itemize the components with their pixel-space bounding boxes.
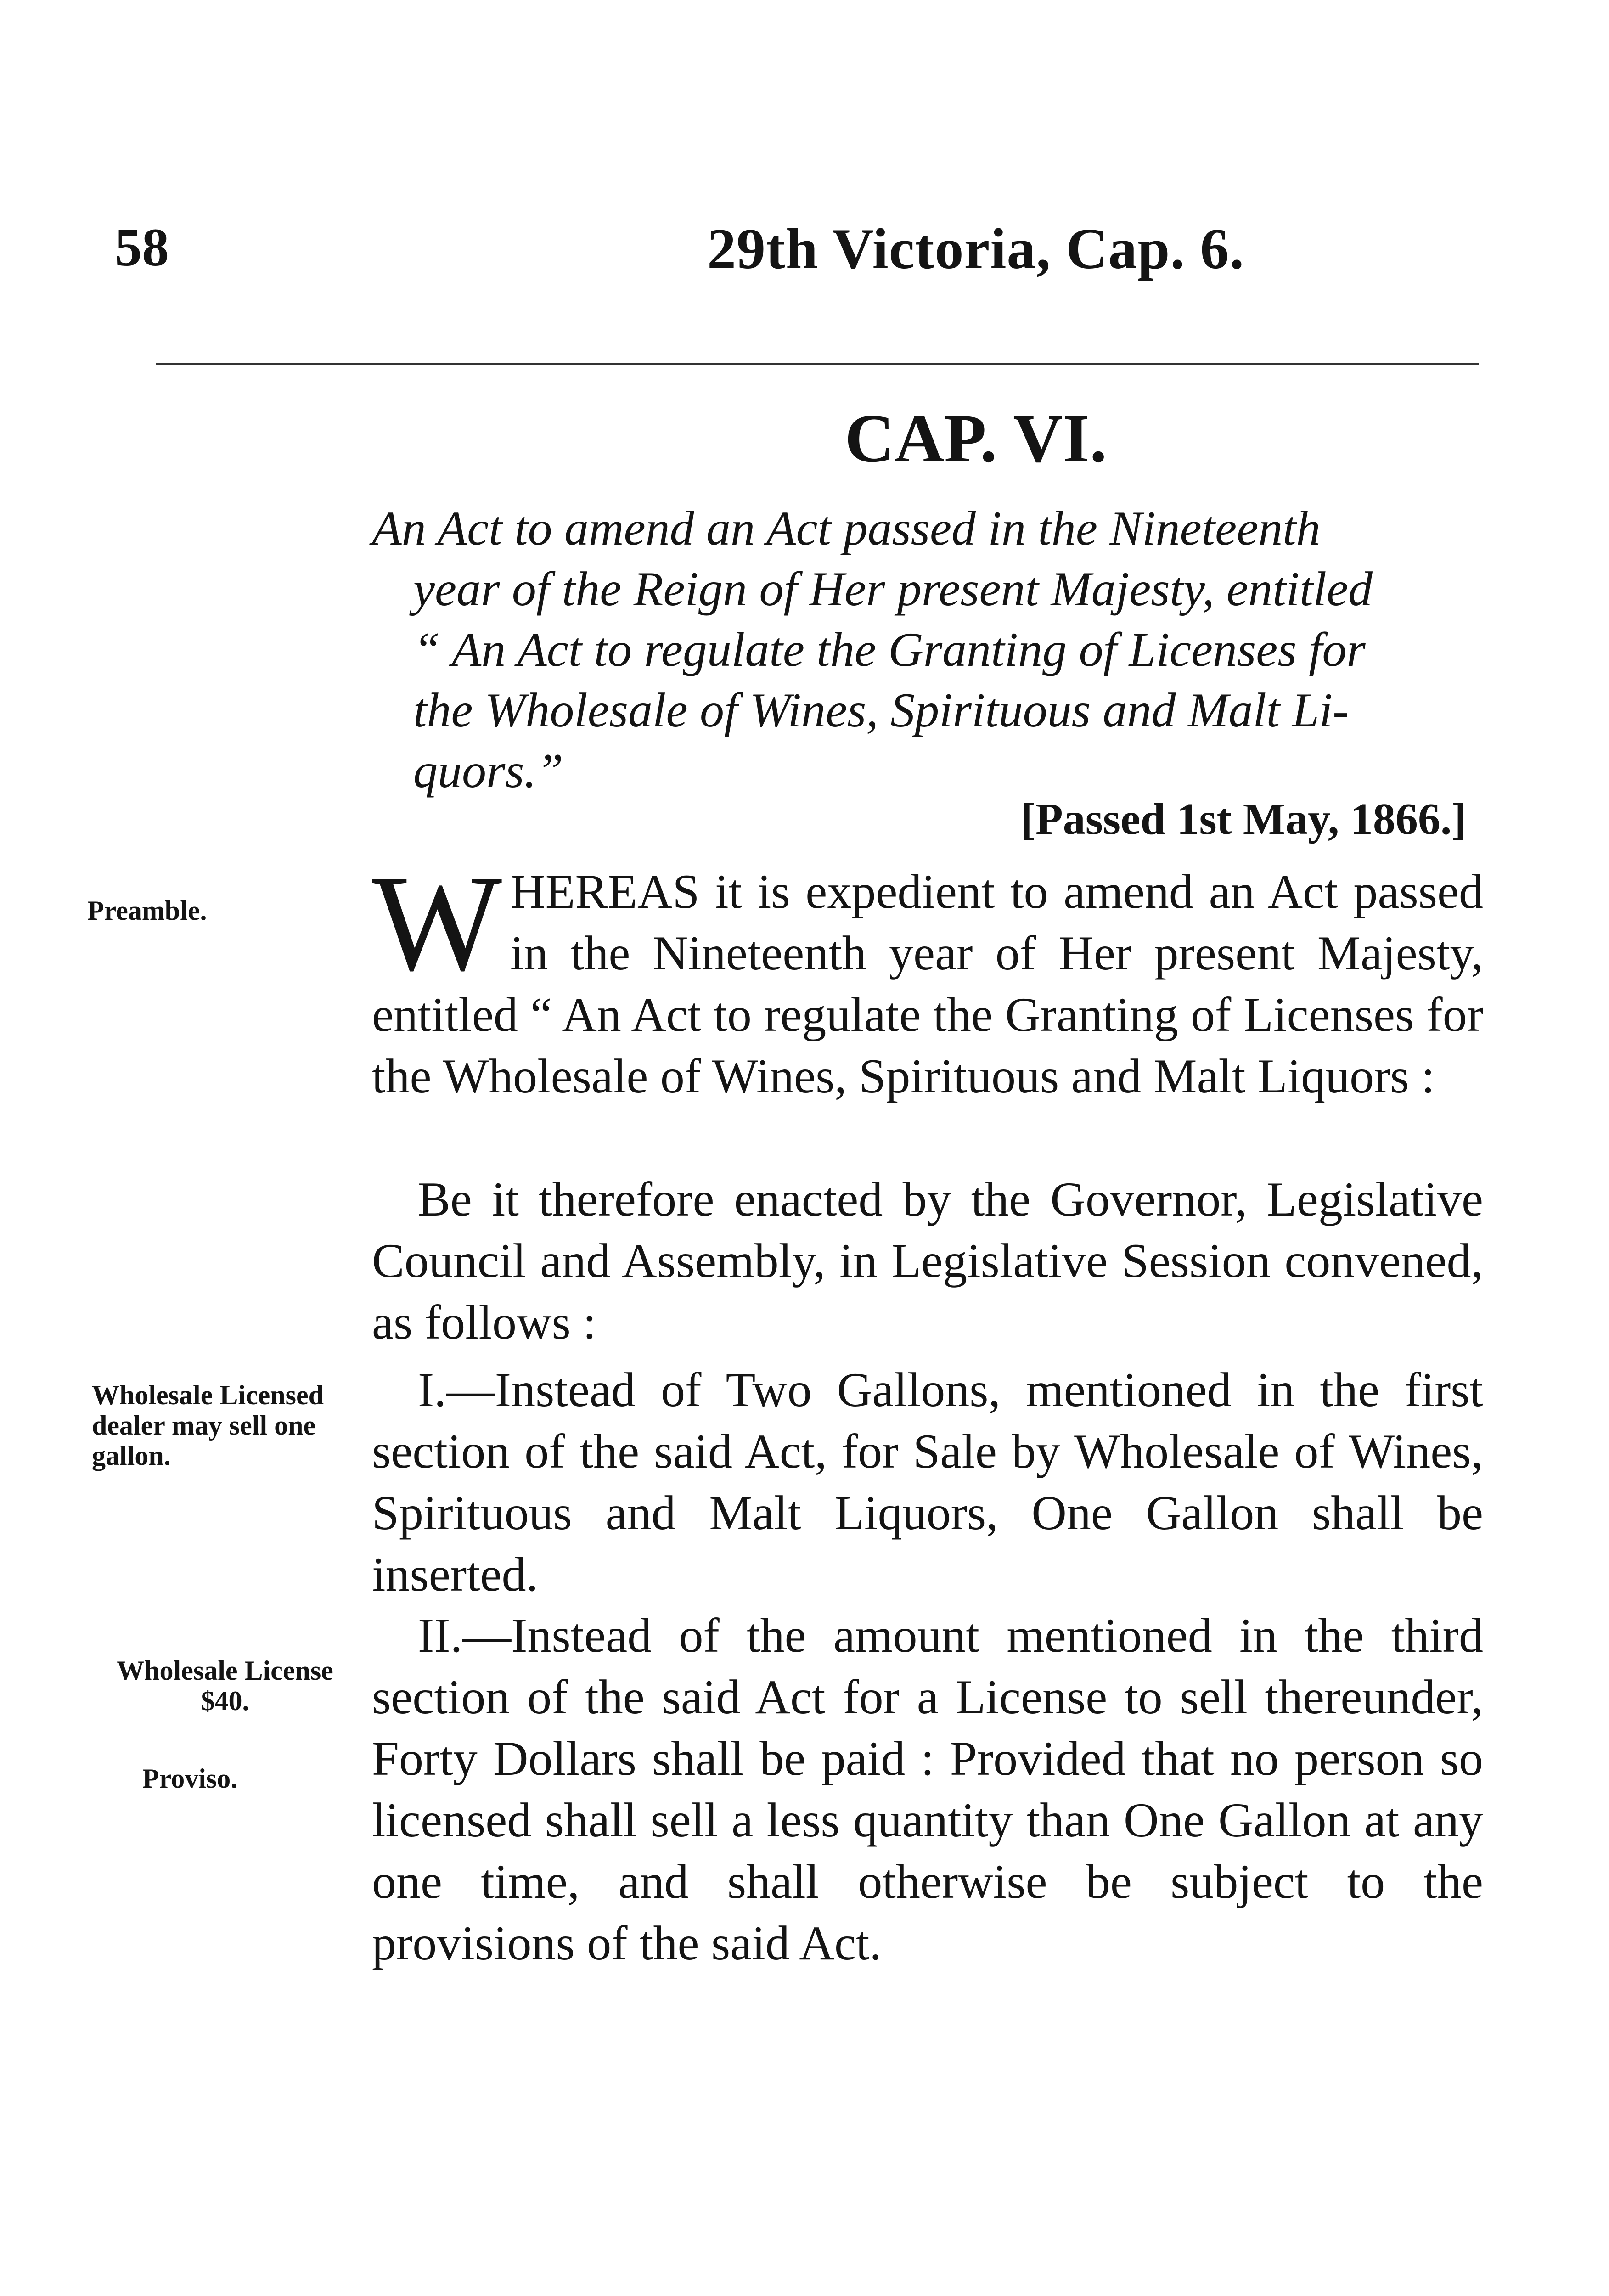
margin-note-proviso: Proviso. (142, 1763, 238, 1794)
header-rule (156, 363, 1479, 365)
enacting-clause: Be it therefore enacted by the Governor, Legislative Council and Assembly, in Legislative Session convened, as follows : (372, 1172, 1483, 1349)
passed-date: [Passed 1st May, 1866.] (1020, 794, 1467, 844)
act-title-line: quors.” (413, 744, 563, 798)
margin-note-section-one: Wholesale Licensed dealer may sell one gallon. (92, 1380, 324, 1471)
preamble-text: HEREAS it is expedient to amend an Act passed in the Nineteenth year of Her present Majesty, entitled “ An Act to regulate the Granting of Licenses for the Wholesale of Wines, Spirituous and Malt Liquors : (372, 865, 1483, 1103)
chapter-title: CAP. VI. (844, 400, 1107, 477)
act-title (372, 498, 1474, 801)
section-two: II.—Instead of the amount mentioned in the third section of the said Act for a License to sell thereunder, Forty Dollars shall be paid : Provided that no person so licensed shall sell a less quantity than One Gallon at any one time, and shall otherwise be subject to the provisions of the said Act. (372, 1609, 1483, 1970)
page-number: 58 (115, 217, 169, 277)
margin-note-section-two: Wholesale License $40. (117, 1655, 333, 1716)
drop-cap: W (372, 847, 502, 999)
act-title-line: “ An Act to regulate the Granting of Licenses for (413, 623, 1366, 676)
act-title-line: the Wholesale of Wines, Spirituous and Malt Li- (413, 683, 1349, 737)
running-head: 29th Victoria, Cap. 6. (707, 217, 1244, 281)
act-title-line: An Act to amend an Act passed in the Nineteenth (372, 501, 1321, 555)
margin-note-preamble: Preamble. (87, 895, 207, 926)
section-one: I.—Instead of Two Gallons, mentioned in the first section of the said Act, for Sale by Wholesale of Wines, Spirituous and Malt Liquors, One Gallon shall be inserted. (372, 1363, 1483, 1601)
preamble-paragraph (372, 847, 1483, 1107)
act-title-line: year of the Reign of Her present Majesty, entitled (413, 562, 1373, 616)
